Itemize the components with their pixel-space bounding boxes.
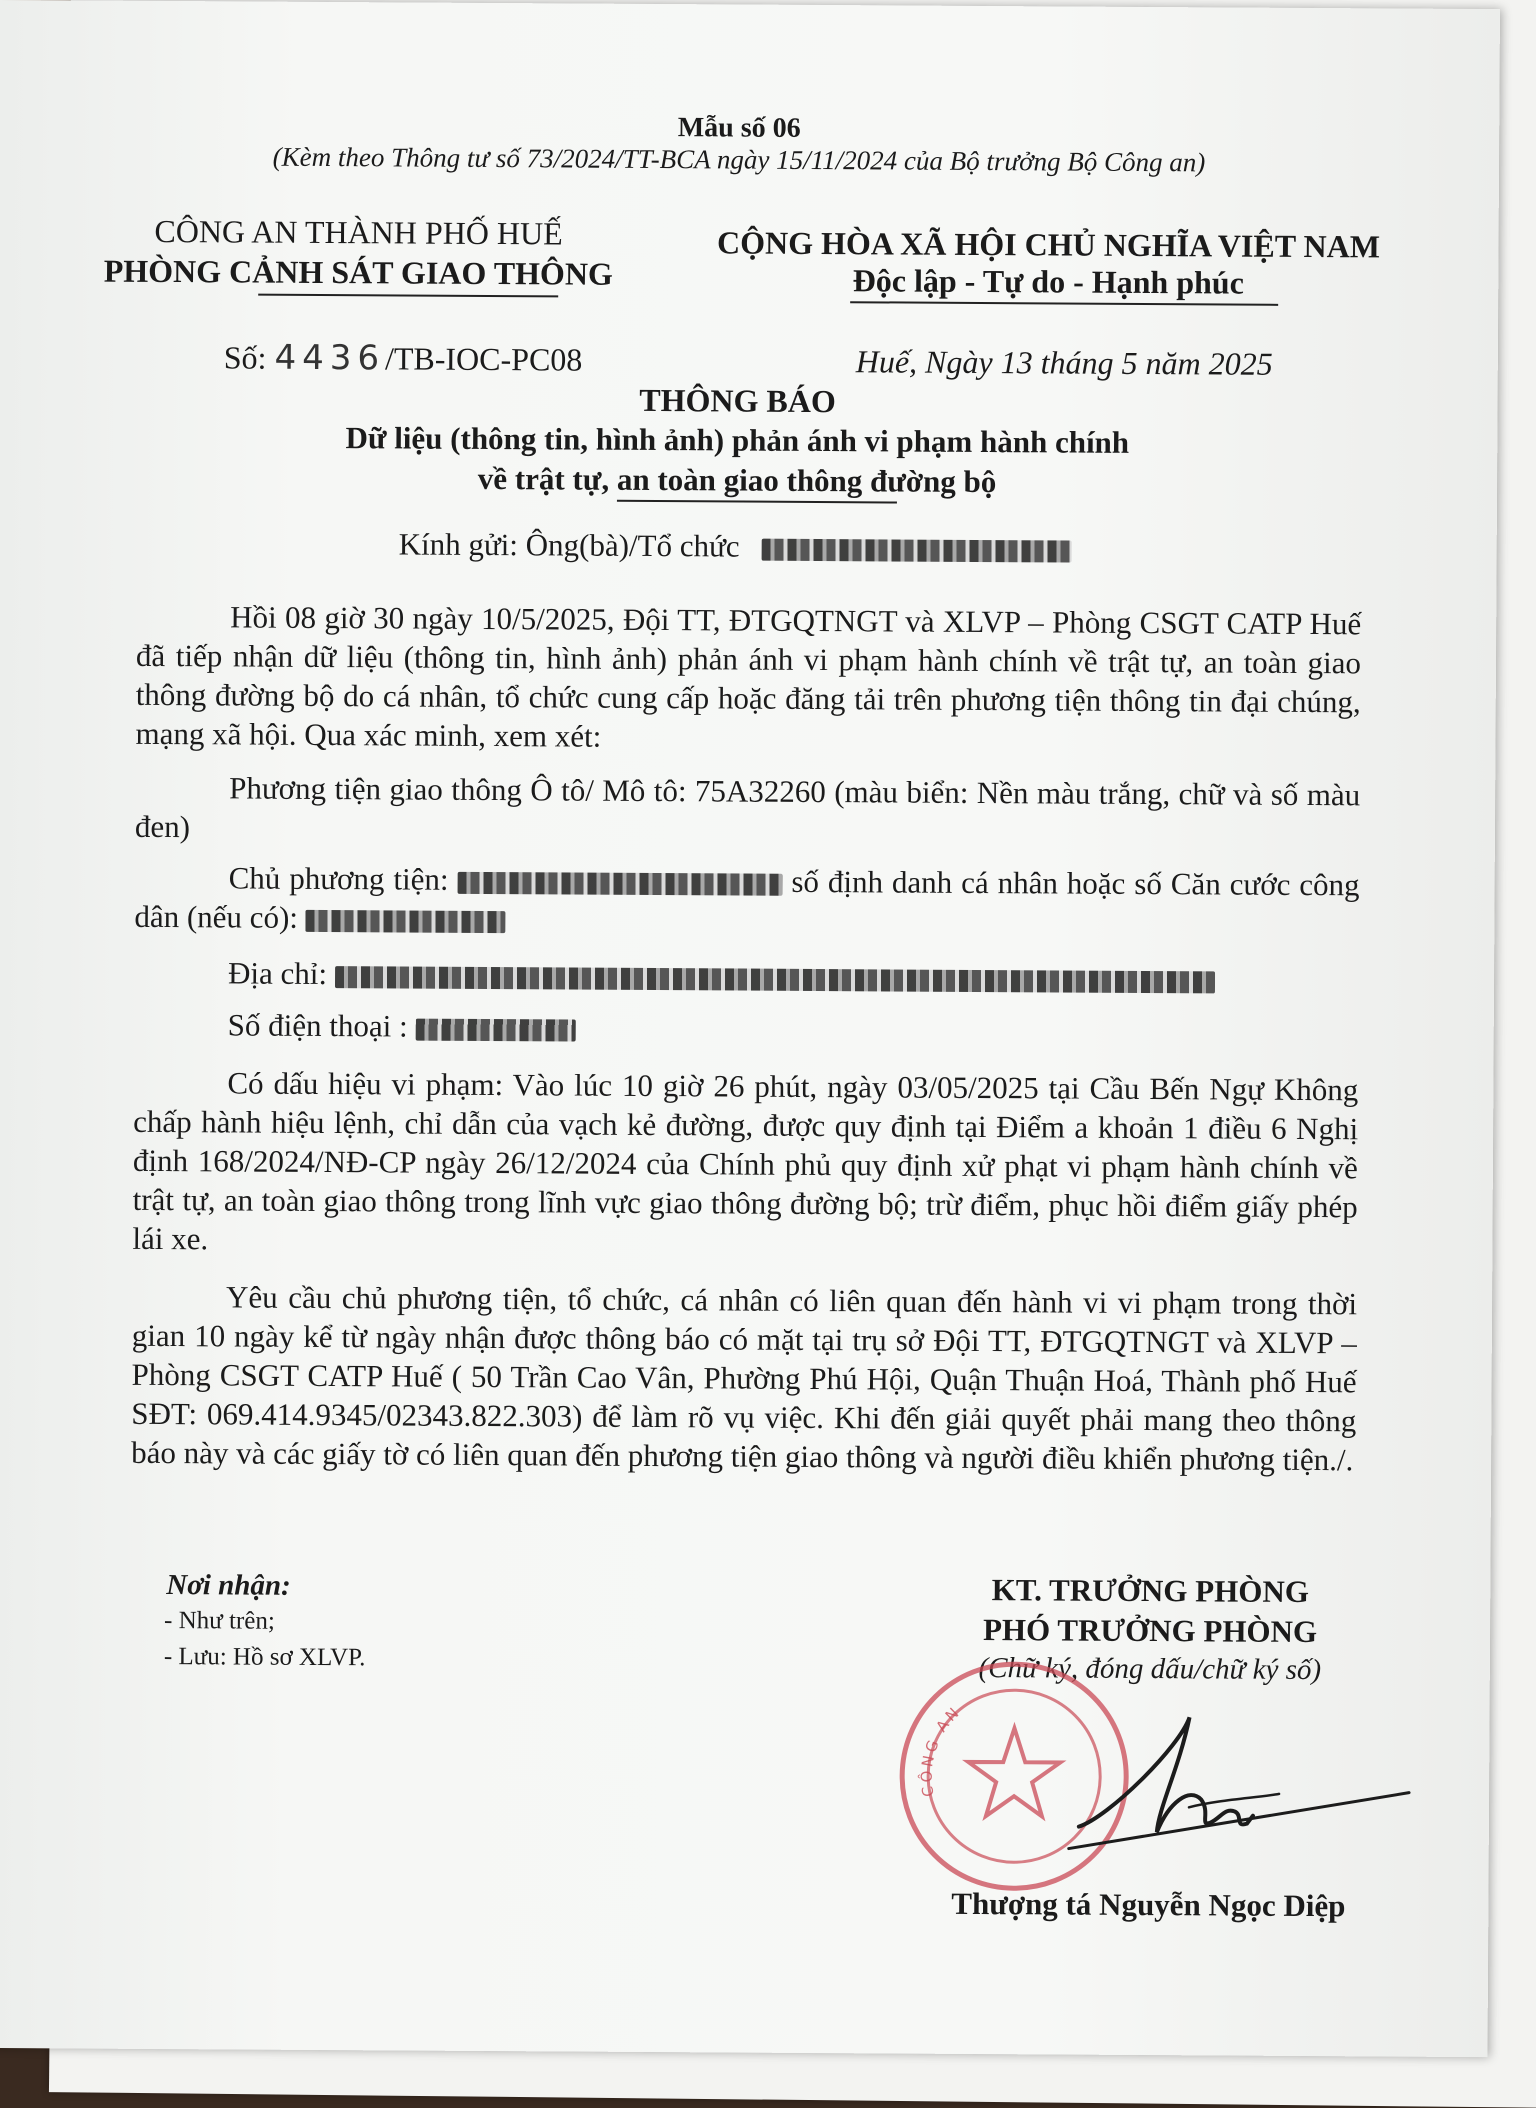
recipients-item-2: - Lưu: Hồ sơ XLVP. (163, 1643, 366, 1672)
redacted-owner-id (306, 910, 506, 933)
paragraph-vehicle (135, 768, 1360, 853)
recipients-title: Nơi nhận: (166, 1569, 291, 1602)
paragraph-violation-text: Có dấu hiệu vi phạm: Vào lúc 10 giờ 26 phút, ngày 03/05/2025 tại Cầu Bến Ngự Không chấp hành hiệu lệnh, chỉ dẫn của vạch kẻ đường, được quy định tại Điểm a khoản 1 điều 6 Nghị định 168/2024/NĐ-CP ngày 26/12/2024 của Chính phủ quy định xử phạt vi phạm hành chính về trật tự, an toàn giao thông trong lĩnh vực giao thông đường bộ; trừ điểm, phục hồi điểm giấy phép lái xe. (132, 1065, 1359, 1257)
handwritten-number: 4436 (274, 337, 386, 379)
motto-underline (850, 301, 1278, 306)
paragraph-violation (132, 1063, 1358, 1265)
left-header-underline (258, 294, 558, 298)
form-number: Mẫu số 06 (677, 112, 801, 144)
signer-title-2: PHÓ TRƯỞNG PHÒNG (982, 1612, 1318, 1650)
national-motto: Độc lập - Tự do - Hạnh phúc (852, 262, 1244, 301)
seal-text: CÔNG AN (917, 1702, 965, 1799)
document-title: THÔNG BÁO (639, 381, 836, 420)
owner-label: Chủ phương tiện: (228, 860, 449, 897)
recipient-label: Kính gửi: Ông(bà)/Tổ chức (398, 526, 740, 564)
handwritten-signature (1039, 1706, 1420, 1858)
paragraph-request-text: Yêu cầu chủ phương tiện, tổ chức, cá nhân có liên quan đến hành vi vi phạm trong thời gian 10 ngày kể từ ngày nhận được thông báo có mặt tại trụ sở Đội TT, ĐTGQTNGT và XLVP – Phòng CSGT CATP Huế ( 50 Trần Cao Vân, Phường Phú Hội, Quận Thuận Hoá, Thành phố Huế SĐT: 069.414.9345/02343.822.303) để làm rõ vụ việc. Khi đến giải quyết phải mang theo thông báo này và các giấy tờ có liên quan đến phương tiện giao thông và người điều khiển phương tiện./. (131, 1279, 1358, 1478)
paragraph-phone (134, 1005, 1359, 1051)
department-name: PHÒNG CẢNH SÁT GIAO THÔNG (103, 252, 613, 292)
signer-name: Thượng tá Nguyễn Ngọc Diệp (951, 1885, 1346, 1924)
recipients-item-1: - Như trên; (164, 1607, 275, 1635)
document-number-suffix: /TB-IOC-PC08 (384, 340, 583, 378)
signer-title-1: KT. TRƯỞNG PHÒNG (991, 1572, 1310, 1610)
paragraph-request (131, 1277, 1357, 1479)
document-subtitle-2: về trật tự, an toàn giao thông đường bộ (477, 460, 997, 500)
address-label: Địa chỉ: (227, 955, 328, 992)
redacted-owner-name (457, 872, 782, 896)
redacted-recipient (761, 539, 1071, 563)
document-number-label: Số: (223, 339, 267, 376)
title-underline (617, 500, 897, 504)
place-date: Huế, Ngày 13 tháng 5 năm 2025 (855, 343, 1273, 382)
recipient-line (399, 526, 1072, 566)
signature-note: (Chữ ký, đóng dấu/chữ ký số) (978, 1652, 1322, 1687)
svg-text:CÔNG AN (917, 1702, 965, 1798)
paragraph-intake (135, 597, 1361, 760)
form-attached-note: (Kèm theo Thông tư số 73/2024/TT-BCA ngày 15/11/2024 của Bộ trưởng Bộ Công an) (272, 141, 1206, 178)
redacted-phone (415, 1018, 575, 1041)
document-subtitle-1: Dữ liệu (thông tin, hình ảnh) phản ánh vi phạm hành chính (345, 420, 1130, 460)
country-name: CỘNG HÒA XÃ HỘI CHỦ NGHĨA VIỆT NAM (716, 224, 1381, 265)
document-number (224, 337, 583, 379)
redacted-address (335, 966, 1215, 993)
paragraph-intake-text: Hồi 08 giờ 30 ngày 10/5/2025, Đội TT, ĐTGQTNGT và XLVP – Phòng CSGT CATP Huế đã tiếp nhận dữ liệu (thông tin, hình ảnh) phản ánh vi phạm hành chính về trật tự, an toàn giao thông đường bộ do cá nhân, tổ chức cung cấp hoặc đăng tải trên phương tiện thông tin đại chúng, mạng xã hội. Qua xác minh, xem xét: (135, 599, 1362, 754)
owner-id-label: số định danh cá nhân hoặc số Căn cước công dân (nếu có): (134, 863, 1360, 935)
phone-label: Số điện thoại : (227, 1007, 408, 1044)
paragraph-owner (134, 858, 1359, 943)
paragraph-vehicle-text: Phương tiện giao thông Ô tô/ Mô tô: 75A32260 (màu biển: Nền màu trắng, chữ và số màu đen) (134, 770, 1361, 845)
agency-name: CÔNG AN THÀNH PHỐ HUẾ (154, 212, 563, 252)
paragraph-address (134, 953, 1359, 999)
